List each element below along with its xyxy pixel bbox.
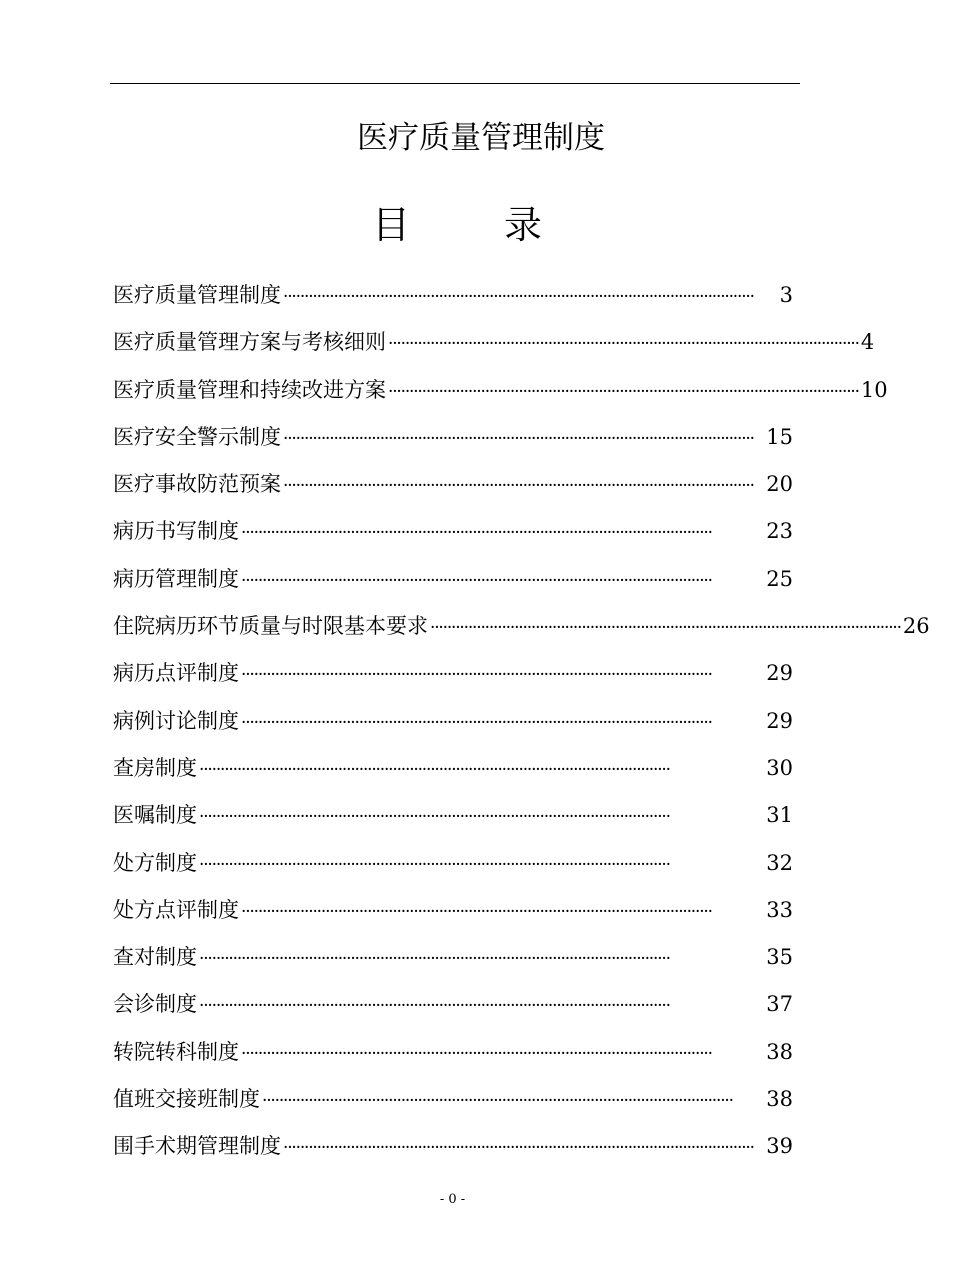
toc-entry-page: 38 xyxy=(766,1039,793,1064)
toc-entry-label: 转院转科制度 xyxy=(113,1039,239,1064)
toc-dot-leader: ················································································································ xyxy=(283,287,754,307)
toc-entry[interactable] xyxy=(113,319,875,366)
toc-entry[interactable] xyxy=(113,1029,793,1076)
toc-entry-label: 医疗质量管理方案与考核细则 xyxy=(113,330,386,355)
toc-entry-page: 20 xyxy=(766,472,793,497)
toc-dot-leader: ················································································································ xyxy=(241,523,712,544)
toc-entry[interactable] xyxy=(113,1123,793,1170)
toc-entry[interactable] xyxy=(113,1076,793,1123)
toc-entry[interactable] xyxy=(113,934,793,981)
toc-entry-page: 37 xyxy=(766,992,793,1017)
toc-entry-page: 29 xyxy=(766,661,793,686)
toc-entry-page: 23 xyxy=(766,519,793,544)
toc-entry-label: 值班交接班制度 xyxy=(113,1087,260,1112)
toc-entry-page: 10 xyxy=(860,377,888,402)
toc-dot-leader: ················································································································ xyxy=(430,618,901,639)
toc-dot-leader: ················································································································ xyxy=(241,712,712,733)
toc-entry[interactable] xyxy=(113,508,793,555)
toc-entry[interactable] xyxy=(113,981,793,1028)
header-rule xyxy=(110,83,800,84)
toc-entry-label: 医嘱制度 xyxy=(113,803,197,828)
toc-entry[interactable] xyxy=(113,603,930,650)
toc-entry-page: 38 xyxy=(766,1087,793,1112)
toc-entry-page: 35 xyxy=(766,945,793,970)
toc-dot-leader: ················································································································ xyxy=(241,901,712,922)
toc-entry-page: 15 xyxy=(766,424,793,449)
toc-heading-char-1: 目 xyxy=(372,203,411,247)
toc-entry-page: 26 xyxy=(902,614,930,639)
toc-entry-label: 医疗质量管理和持续改进方案 xyxy=(113,377,386,402)
page-number: - 0 - xyxy=(439,1192,466,1207)
toc-entry-page: 3 xyxy=(779,283,793,307)
toc-entry-label: 病历书写制度 xyxy=(113,519,239,544)
toc-dot-leader: ················································································································ xyxy=(262,1091,733,1112)
toc-entry-page: 39 xyxy=(766,1134,793,1159)
toc-entry-label: 处方制度 xyxy=(113,850,197,875)
toc-entry-label: 住院病历环节质量与时限基本要求 xyxy=(113,614,428,639)
toc-entry-label: 医疗安全警示制度 xyxy=(113,424,281,449)
toc-entry-page: 4 xyxy=(860,330,875,355)
toc-entry-page: 30 xyxy=(766,755,793,780)
toc-entry-label: 医疗事故防范预案 xyxy=(113,472,281,497)
toc-entry-page: 33 xyxy=(766,897,793,922)
toc-entry-label: 病历点评制度 xyxy=(113,661,239,686)
toc-entry[interactable] xyxy=(113,745,793,792)
toc-dot-leader: ················································································································ xyxy=(241,665,712,686)
toc-dot-leader: ················································································································ xyxy=(388,334,859,355)
toc-entry-label: 病历管理制度 xyxy=(113,566,239,591)
toc-entry[interactable] xyxy=(113,556,793,603)
toc-entry[interactable] xyxy=(113,650,793,697)
toc-dot-leader: ················································································································ xyxy=(199,807,670,828)
toc-entry-label: 查对制度 xyxy=(113,945,197,970)
toc-dot-leader: ················································································································ xyxy=(199,949,670,970)
document-title: 医疗质量管理制度 xyxy=(357,120,605,156)
toc-dot-leader: ················································································································ xyxy=(199,996,670,1017)
toc-entry-label: 会诊制度 xyxy=(113,992,197,1017)
toc-entry[interactable] xyxy=(113,414,793,461)
toc-entry-label: 查房制度 xyxy=(113,755,197,780)
toc-dot-leader: ················································································································ xyxy=(283,428,754,449)
toc-heading xyxy=(372,195,542,255)
toc-entry-page: 25 xyxy=(766,566,793,591)
toc-entry-label: 处方点评制度 xyxy=(113,897,239,922)
toc-dot-leader: ················································································································ xyxy=(199,854,670,875)
toc-entry[interactable] xyxy=(113,698,793,745)
toc-entry[interactable] xyxy=(113,887,793,934)
toc-entry[interactable] xyxy=(113,461,793,508)
toc-entry-label: 围手术期管理制度 xyxy=(113,1134,281,1159)
toc-dot-leader: ················································································································ xyxy=(241,1043,712,1064)
table-of-contents xyxy=(113,272,930,1171)
toc-heading-char-2: 录 xyxy=(503,203,542,247)
toc-entry[interactable] xyxy=(113,367,888,414)
toc-entry-label: 病例讨论制度 xyxy=(113,708,239,733)
toc-entry[interactable] xyxy=(113,272,793,319)
toc-entry-page: 32 xyxy=(766,850,793,875)
toc-dot-leader: ················································································································ xyxy=(388,381,859,402)
toc-entry-page: 29 xyxy=(766,708,793,733)
toc-entry[interactable] xyxy=(113,840,793,887)
toc-dot-leader: ················································································································ xyxy=(283,1138,754,1159)
toc-entry-label: 医疗质量管理制度 xyxy=(113,283,281,307)
toc-entry[interactable] xyxy=(113,792,793,839)
toc-dot-leader: ················································································································ xyxy=(241,570,712,591)
toc-dot-leader: ················································································································ xyxy=(199,759,670,780)
toc-dot-leader: ················································································································ xyxy=(283,476,754,497)
toc-entry-page: 31 xyxy=(766,803,793,828)
